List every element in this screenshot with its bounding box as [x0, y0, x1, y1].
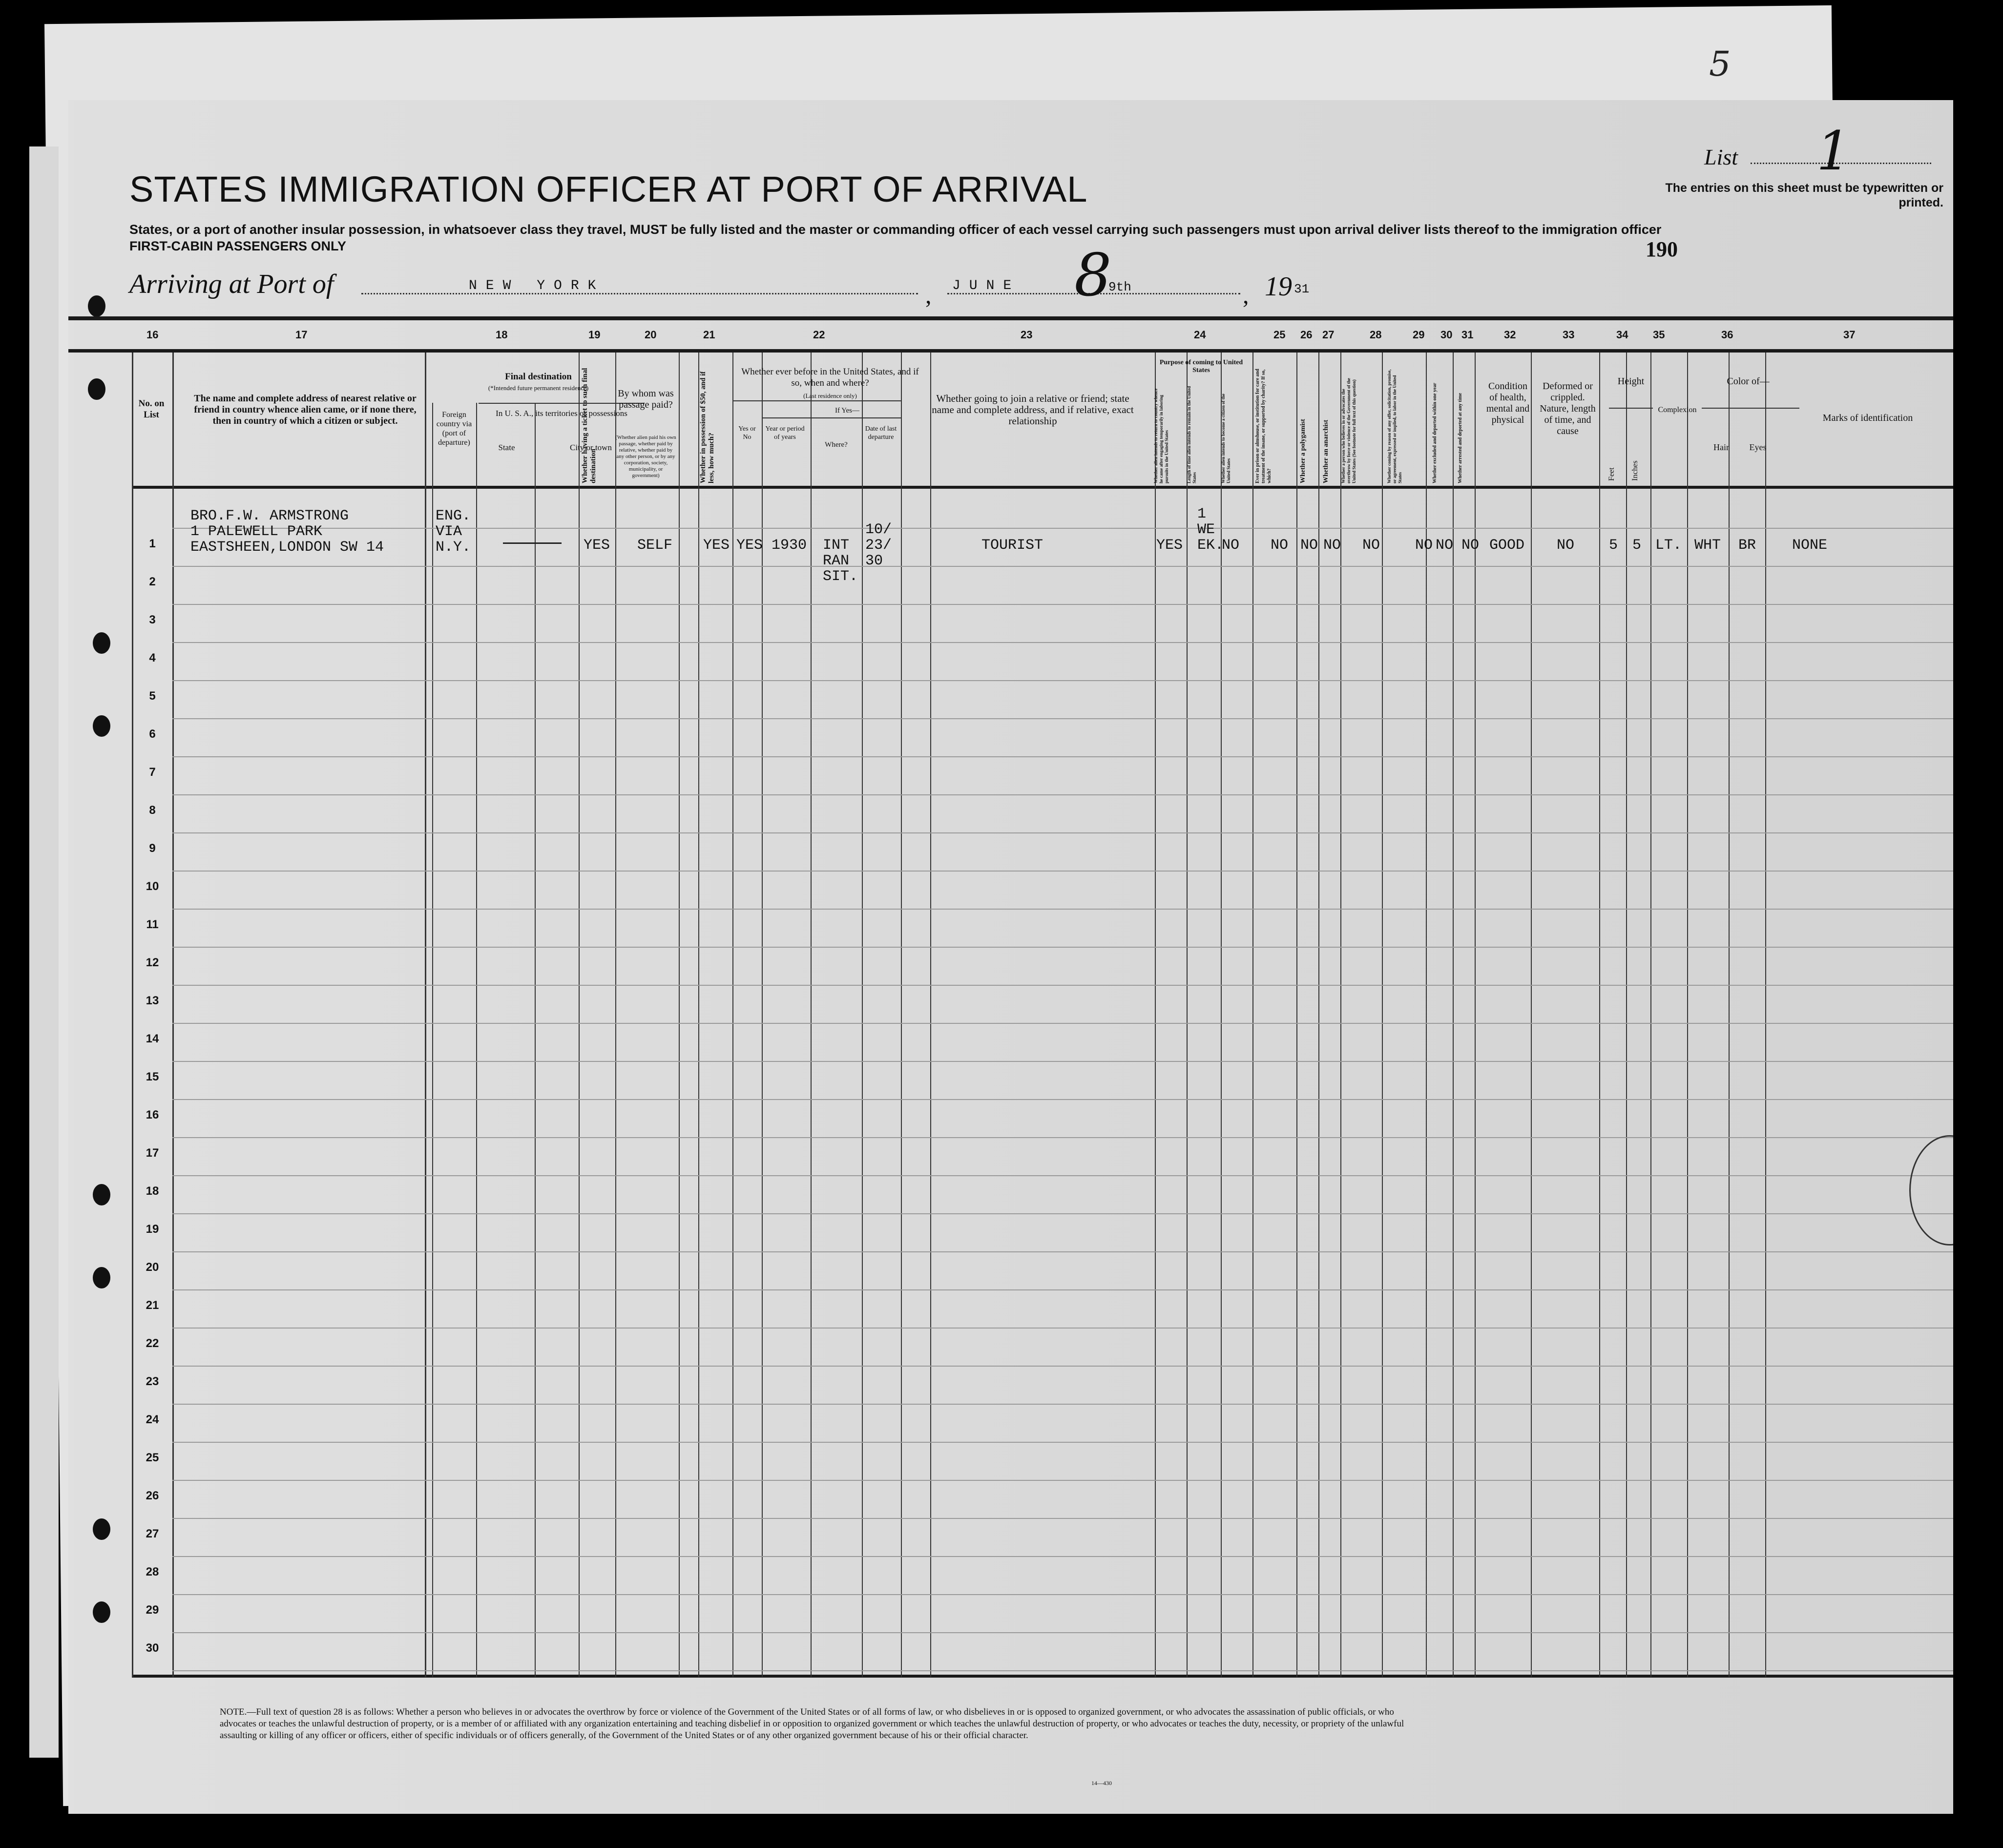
row-divider	[172, 1328, 1953, 1329]
row-number: 22	[146, 1337, 159, 1350]
q29-value: NO	[1415, 537, 1433, 554]
row-number: 23	[146, 1375, 159, 1388]
row-number: 5	[149, 689, 156, 703]
where-line1: INT	[823, 537, 850, 554]
row-number: 13	[146, 994, 159, 1007]
q30-value: NO	[1436, 537, 1454, 554]
header-final-destination-note: (*Intended future permanent residence)	[488, 384, 589, 392]
column-divider	[1318, 353, 1319, 1677]
port-underline	[361, 293, 918, 294]
row-divider	[172, 756, 1953, 757]
header-passage-paid: By whom was passage paid?	[618, 388, 674, 410]
column-number: 17	[295, 329, 308, 341]
header-foreign-country: Foreign country via (port of departure)	[436, 411, 472, 447]
row-divider	[172, 1213, 1953, 1214]
ticket-value: YES	[584, 537, 610, 554]
year-suffix: 31	[1294, 282, 1310, 296]
header-marks: Marks of identification	[1822, 413, 1913, 423]
header-in-usa: In U. S. A., its territories or possessions	[496, 409, 627, 418]
table-bottom-rule	[132, 1675, 1953, 1678]
row-number: 8	[149, 804, 156, 817]
column-divider	[425, 353, 426, 1677]
list-label: List	[1704, 145, 1738, 169]
row-number: 14	[146, 1032, 159, 1045]
column-number: 16	[146, 329, 159, 341]
column-number: 36	[1721, 329, 1733, 341]
column-divider	[1382, 353, 1383, 1677]
where-line2: RAN	[823, 553, 850, 569]
header-relative-abroad: The name and complete address of nearest relative or friend in country whence alien came, or if none there, then in country of which a citizen or subject.	[194, 393, 417, 426]
relative-line3: EASTSHEEN,LONDON SW 14	[190, 539, 384, 556]
row-divider	[172, 1289, 1953, 1290]
row-divider	[172, 718, 1953, 719]
column-divider	[811, 353, 812, 1677]
column-divider	[432, 403, 433, 1677]
column-number: 35	[1653, 329, 1665, 341]
header-state: State	[498, 443, 515, 452]
row-divider	[172, 566, 1953, 567]
passage-value: SELF	[637, 537, 673, 554]
header-q30: Whether excluded and deported within one year	[1432, 383, 1438, 483]
where-line3: SIT.	[823, 568, 858, 585]
arrival-day-typed: 9th	[1108, 280, 1131, 294]
eyes-value: BR	[1738, 537, 1756, 554]
column-number: 30	[1440, 329, 1453, 341]
column-divider	[476, 403, 477, 1677]
comma-2: ,	[1243, 281, 1249, 309]
column-number: 24	[1194, 329, 1206, 341]
column-divider	[862, 353, 863, 1677]
header-hair: Hair	[1713, 442, 1729, 452]
header-final-destination: Final destination	[505, 372, 572, 382]
color-underline	[1702, 408, 1799, 409]
binder-hole	[88, 295, 105, 317]
header-feet: Feet	[1607, 467, 1616, 481]
subtitle-line1: States, or a port of another insular possession, in whatsoever class they travel, MUST be fully listed and the master or commanding officer of each vessel carrying such passengers must upon arrival deliver lists thereof to the immigration officer	[129, 222, 1662, 237]
binder-hole	[93, 715, 110, 737]
row-number: 7	[149, 766, 156, 779]
condition-value: GOOD	[1489, 537, 1525, 554]
column-divider	[1765, 353, 1766, 1677]
row-divider	[172, 832, 1953, 833]
row-divider	[172, 1670, 1953, 1671]
row-divider	[172, 1366, 1953, 1367]
subheader-divider	[762, 417, 901, 418]
row-divider	[172, 871, 1953, 872]
length-line2: WE	[1197, 521, 1215, 538]
relative-line2: 1 PALEWELL PARK	[190, 523, 323, 540]
state-dash	[503, 542, 562, 544]
foreign-line3: N.Y.	[436, 539, 471, 556]
hair-value: WHT	[1694, 537, 1721, 554]
row-number: 3	[149, 613, 156, 626]
row-number: 16	[146, 1108, 159, 1121]
column-header-rule	[132, 486, 1953, 489]
column-divider	[1650, 353, 1651, 1677]
header-ever-before-note: (Last residence only)	[803, 392, 857, 399]
row-divider	[172, 680, 1953, 681]
header-year-period: Year or period of years	[765, 425, 805, 441]
column-divider	[615, 353, 616, 1677]
row-number: 29	[146, 1603, 159, 1617]
header-city: City or town	[570, 443, 612, 452]
header-purpose-return: Whether alien intends to return to country whence he came after engaging temporarily in laboring pursuits in the United States	[1153, 388, 1169, 483]
complexion-value: LT.	[1655, 537, 1682, 554]
citizen-value: NO	[1222, 537, 1240, 554]
column-number: 28	[1370, 329, 1382, 341]
header-eyes: Eyes	[1749, 442, 1767, 452]
row-divider	[172, 604, 1953, 605]
prison-value: NO	[1271, 537, 1289, 554]
list-note: The entries on this sheet must be typewritten or printed.	[1665, 181, 1943, 209]
feet-value: 5	[1609, 537, 1618, 554]
date-line1: 10/	[865, 521, 892, 538]
binder-hole	[93, 632, 110, 654]
year-prefix: 19	[1265, 271, 1292, 302]
header-if-yes: If Yes—	[835, 407, 859, 415]
header-where: Where?	[825, 441, 848, 449]
column-divider	[579, 353, 580, 1677]
header-purpose-length: Length of time alien intends to remain in the United States	[1187, 386, 1197, 483]
arrival-day-hand: 8	[1074, 242, 1112, 310]
year-value: 1930	[772, 537, 807, 554]
q28-value: NO	[1362, 537, 1380, 554]
arrival-month: JUNE	[952, 278, 1021, 293]
relative-line1: BRO.F.W. ARMSTRONG	[190, 508, 349, 524]
row-divider	[172, 1632, 1953, 1633]
column-divider	[679, 353, 680, 1677]
header-yes-no: Yes or No	[738, 425, 756, 441]
binder-hole	[88, 378, 105, 400]
length-line1: 1	[1197, 506, 1207, 522]
header-prison: Ever in prison or almshouse, or institution for care and treatment of the insane, or supported by charity? If so, which?	[1255, 369, 1272, 483]
header-q28: Whether a person who believes in or advocates the overthrow by force or violence of the Government of the United States (See footnote for full text of this question)	[1341, 378, 1356, 483]
header-complexion: Complexion	[1658, 406, 1697, 414]
manifest-sheet	[68, 100, 1953, 1814]
header-rule	[68, 316, 1953, 320]
column-divider	[1599, 353, 1600, 1677]
list-number: 1	[1816, 120, 1851, 182]
row-divider	[172, 1480, 1953, 1481]
column-number: 31	[1461, 329, 1474, 341]
row-divider	[172, 1175, 1953, 1176]
row-number: 17	[146, 1146, 159, 1160]
row-divider	[172, 1251, 1953, 1252]
row-number: 6	[149, 727, 156, 741]
row-number: 30	[146, 1641, 159, 1655]
anarchist-value: NO	[1323, 537, 1341, 554]
height-underline	[1609, 408, 1653, 409]
binder-hole	[93, 1518, 110, 1540]
column-number: 20	[645, 329, 657, 341]
row-number: 20	[146, 1261, 159, 1274]
column-number: 34	[1616, 329, 1628, 341]
header-joining: Whether going to join a relative or friend; state name and complete address, and if relative, exact relationship	[932, 393, 1134, 427]
joining-value: TOURIST	[981, 537, 1043, 554]
column-number: 19	[588, 329, 601, 341]
row-number: 18	[146, 1184, 159, 1198]
column-divider	[732, 353, 733, 1677]
column-divider	[1626, 353, 1627, 1677]
paper-edge	[29, 146, 59, 1758]
row-divider	[172, 1518, 1953, 1519]
row-number: 24	[146, 1413, 159, 1426]
comma-1: ,	[925, 281, 932, 309]
row-number: 10	[146, 880, 159, 893]
date-line2: 23/	[865, 537, 892, 554]
column-number: 21	[703, 329, 715, 341]
row-divider	[172, 1442, 1953, 1443]
column-divider	[1729, 353, 1730, 1677]
corner-mark: 5	[1709, 44, 1731, 84]
column-divider	[535, 403, 536, 1677]
header-inches: Inches	[1631, 460, 1639, 481]
footnote: NOTE.—Full text of question 28 is as follows: Whether a person who believes in or advocates the overthrow by force or violence of the Government of the United States or of all forms of law, or who disbelieves in or is opposed to organized government, or who advocates the assassination of public officials, or who advocates or teaches the unlawful destruction of property, or is a member of or affiliated with any organization entertaining and teaching disbelief in or opposition to organized government or which teaches the unlawful destruction of property, or who advocates or teaches the duty, necessity, or propriety of the unlawful assaulting or killing of any officer or officers, either of specific individuals or of officers generally, of the Government of the United States or of any other organized government because of his or their official character.	[220, 1707, 1404, 1741]
port-name: NEW YORK	[469, 278, 605, 293]
column-number: 32	[1504, 329, 1516, 341]
marks-value: NONE	[1792, 537, 1828, 554]
row-number: 4	[149, 651, 156, 664]
row-number: 11	[146, 918, 159, 931]
column-number: 33	[1563, 329, 1575, 341]
row-number: 25	[146, 1451, 159, 1464]
ever-before-value: YES	[736, 537, 763, 554]
q31-value: NO	[1461, 537, 1480, 554]
column-divider	[1296, 353, 1297, 1677]
row-divider	[172, 642, 1953, 643]
polygamist-value: NO	[1300, 537, 1318, 554]
row-number: 2	[149, 575, 156, 588]
page-title: STATES IMMIGRATION OFFICER AT PORT OF ARRIVAL	[129, 169, 1088, 209]
subtitle-line2: FIRST-CABIN PASSENGERS ONLY	[129, 239, 347, 253]
column-number: 27	[1322, 329, 1335, 341]
length-line3: EK.	[1197, 537, 1224, 554]
stamp-mark	[1909, 1135, 1953, 1246]
column-divider	[698, 353, 699, 1677]
row-divider	[172, 1137, 1953, 1138]
foreign-line2: VIA	[436, 523, 462, 540]
row-divider	[172, 909, 1953, 910]
binder-hole	[93, 1601, 110, 1623]
row-divider	[172, 947, 1953, 948]
row-number: 12	[146, 956, 159, 969]
binder-hole	[93, 1184, 110, 1205]
column-divider	[901, 353, 902, 1677]
header-ever-before: Whether ever before in the United States, and if so, when and where?	[741, 367, 919, 388]
form-code: 14—430	[1091, 1780, 1112, 1786]
form-number: 190	[1646, 237, 1678, 261]
purpose-return-value: YES	[1156, 537, 1183, 554]
column-number: 23	[1021, 329, 1033, 341]
row-number: 21	[146, 1299, 159, 1312]
row-number: 26	[146, 1489, 159, 1502]
column-divider	[1531, 353, 1532, 1677]
foreign-line1: ENG.	[436, 508, 471, 524]
inches-value: 5	[1632, 537, 1642, 554]
column-divider	[132, 353, 133, 1677]
row-divider	[172, 1556, 1953, 1557]
row-number: 1	[149, 537, 156, 550]
header-fifty-dollars: Whether in possession of $50, and if less, how much?	[699, 371, 715, 483]
header-date-departure: Date of last departure	[865, 425, 897, 441]
header-deformed: Deformed or crippled. Nature, length of time, and cause	[1540, 381, 1596, 436]
header-passage-note: (Whether alien paid his own passage, whether paid by relative, whether paid by any other person, or by any corporation, society, municipality, or government)	[615, 435, 676, 478]
row-number: 9	[149, 842, 156, 855]
column-number: 26	[1300, 329, 1313, 341]
column-number-rule	[68, 349, 1953, 353]
row-divider	[172, 985, 1953, 986]
fifty-value: YES	[703, 537, 730, 554]
header-purpose: Purpose of coming to United States	[1159, 359, 1243, 374]
column-divider	[1252, 353, 1253, 1677]
header-height: Height	[1617, 376, 1645, 387]
row-divider	[172, 794, 1953, 795]
header-purpose-citizen: Whether alien intends to become a citizen of the United States	[1221, 394, 1231, 483]
header-anarchist: Whether an anarchist	[1322, 419, 1330, 483]
row-number: 19	[146, 1223, 159, 1236]
arriving-line	[129, 269, 334, 300]
row-number: 15	[146, 1070, 159, 1083]
row-divider	[172, 1099, 1953, 1100]
arriving-label: Arriving at Port of	[129, 269, 334, 299]
column-divider	[1155, 353, 1156, 1677]
column-number: 25	[1273, 329, 1286, 341]
header-no-on-list: No. on List	[138, 398, 165, 420]
column-divider	[1687, 353, 1688, 1677]
column-divider	[172, 353, 174, 1677]
binder-hole	[93, 1267, 110, 1288]
header-condition: Condition of health, mental and physical	[1486, 381, 1530, 425]
header-q31: Whether arrested and deported at any time	[1458, 393, 1463, 483]
row-divider	[172, 1023, 1953, 1024]
row-divider	[172, 1404, 1953, 1405]
row-divider	[172, 1061, 1953, 1062]
column-divider	[930, 353, 931, 1677]
deformed-value: NO	[1557, 537, 1575, 554]
column-number: 29	[1413, 329, 1425, 341]
column-number: 18	[496, 329, 508, 341]
header-q29: Whether coming by reason of any offer, solicitation, promise, or agreement, expressed or implied, to labor in the United States	[1387, 369, 1402, 483]
header-ticket: Whether having a ticket to such final destination	[581, 368, 597, 483]
header-color-of: Color of—	[1727, 376, 1770, 387]
column-divider	[1187, 353, 1188, 1677]
row-number: 28	[146, 1565, 159, 1578]
row-divider	[172, 1594, 1953, 1595]
header-polygamist: Whether a polygamist	[1299, 419, 1307, 483]
date-line3: 30	[865, 553, 883, 569]
row-number: 27	[146, 1527, 159, 1540]
column-number: 37	[1843, 329, 1856, 341]
column-number: 22	[813, 329, 825, 341]
